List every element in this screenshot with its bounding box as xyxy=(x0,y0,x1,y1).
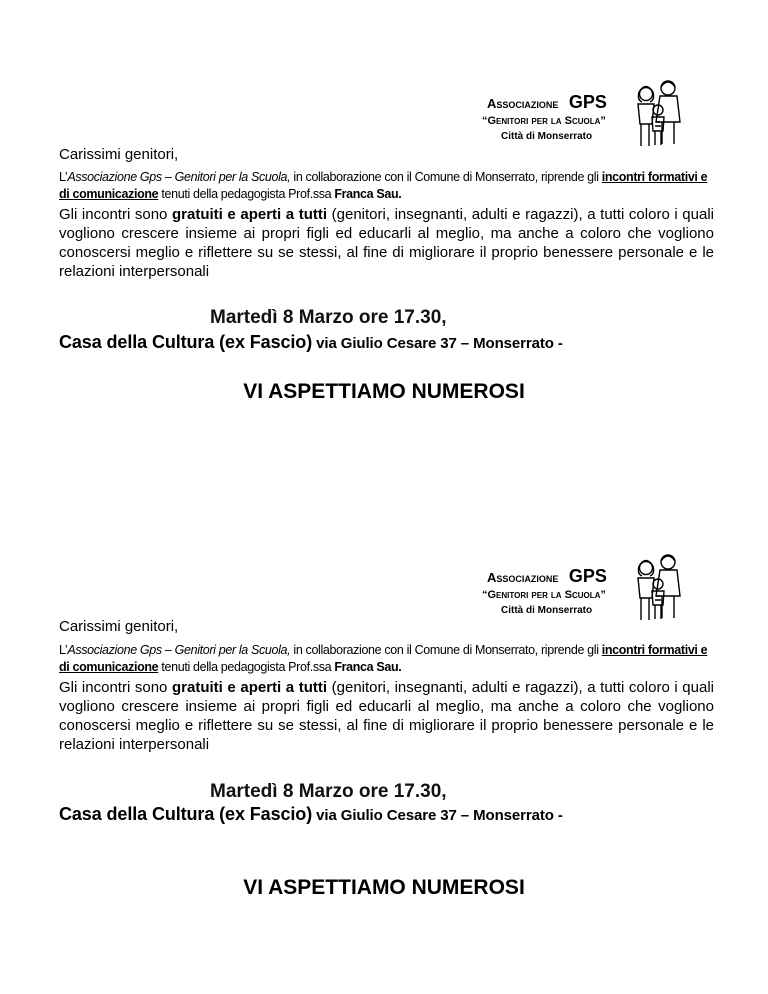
event-venue xyxy=(59,332,563,353)
venue-place: Casa della Cultura (ex Fascio) xyxy=(59,332,313,352)
event-date: Martedì 8 Marzo ore 17.30, xyxy=(210,781,447,802)
intro-speaker-name: Franca Sau. xyxy=(334,187,402,201)
greeting: Carissimi genitori, xyxy=(59,618,179,635)
brand-gps: GPS xyxy=(568,566,607,586)
venue-address: via Giulio Cesare 37 – Monserrato - xyxy=(312,335,563,352)
body-text-2: (genitori, insegnanti, adulti e ragazzi), a tutti coloro i quali vogliono crescere insieme ai propri figli ed educarli al meglio, ma anche a coloro che vogliono conoscersi meglio e riflettere su se stessi, al fine di migliorare il proprio benessere personale e le relazioni interpersonali xyxy=(59,206,714,280)
event-date: Martedì 8 Marzo ore 17.30, xyxy=(210,307,447,328)
closing-message: VI ASPETTIAMO NUMEROSI xyxy=(243,876,525,899)
body-bold: gratuiti e aperti a tutti xyxy=(172,679,328,696)
association-city: Città di Monserrato xyxy=(501,131,593,142)
association-subtitle: “Genitori per la Scuola” xyxy=(482,589,606,601)
intro-paragraph xyxy=(59,169,714,203)
association-name xyxy=(487,92,607,113)
body-bold: gratuiti e aperti a tutti xyxy=(172,206,328,223)
intro-text-3: tenuti della pedagogista Prof.ssa xyxy=(158,187,335,201)
association-header xyxy=(470,78,690,150)
association-header xyxy=(470,552,690,624)
intro-paragraph xyxy=(59,642,714,676)
body-paragraph xyxy=(59,205,714,281)
intro-text-1: L’ xyxy=(59,643,68,657)
intro-underlined: incontri formativi e di comunicazione xyxy=(59,643,708,674)
flyer-top xyxy=(0,0,768,470)
intro-text-1: L’ xyxy=(59,170,68,184)
body-paragraph xyxy=(59,678,714,754)
association-subtitle: “Genitori per la Scuola” xyxy=(482,115,606,127)
body-text-1: Gli incontri sono xyxy=(59,206,172,223)
intro-text-3: tenuti della pedagogista Prof.ssa xyxy=(158,660,335,674)
intro-text-2: in collaborazione con il Comune di Monserrato, riprende gli xyxy=(290,170,602,184)
event-venue xyxy=(59,804,563,825)
body-text-2: (genitori, insegnanti, adulti e ragazzi), a tutti coloro i quali vogliono crescere insieme ai propri figli ed educarli al meglio, ma anche a coloro che vogliono conoscersi meglio e riflettere su se stessi, al fine di migliorare il proprio benessere personale e le relazioni interpersonali xyxy=(59,679,714,753)
body-text-1: Gli incontri sono xyxy=(59,679,172,696)
greeting: Carissimi genitori, xyxy=(59,146,179,163)
brand-gps: GPS xyxy=(568,92,607,112)
intro-text-2: in collaborazione con il Comune di Monserrato, riprende gli xyxy=(290,643,602,657)
venue-place: Casa della Cultura (ex Fascio) xyxy=(59,804,313,824)
intro-underlined: incontri formativi e di comunicazione xyxy=(59,170,708,201)
association-city: Città di Monserrato xyxy=(501,605,593,616)
association-name xyxy=(487,566,607,587)
intro-association-italic: Associazione Gps – Genitori per la Scuola, xyxy=(67,170,291,184)
intro-speaker-name: Franca Sau. xyxy=(334,660,402,674)
association-word: Associazione xyxy=(487,570,559,585)
family-group-icon xyxy=(630,552,686,624)
intro-association-italic: Associazione Gps – Genitori per la Scuola, xyxy=(67,643,291,657)
flyer-bottom xyxy=(0,470,768,940)
closing-message: VI ASPETTIAMO NUMEROSI xyxy=(243,380,525,403)
family-group-icon xyxy=(630,78,686,150)
venue-address: via Giulio Cesare 37 – Monserrato - xyxy=(312,807,563,824)
association-word: Associazione xyxy=(487,96,559,111)
